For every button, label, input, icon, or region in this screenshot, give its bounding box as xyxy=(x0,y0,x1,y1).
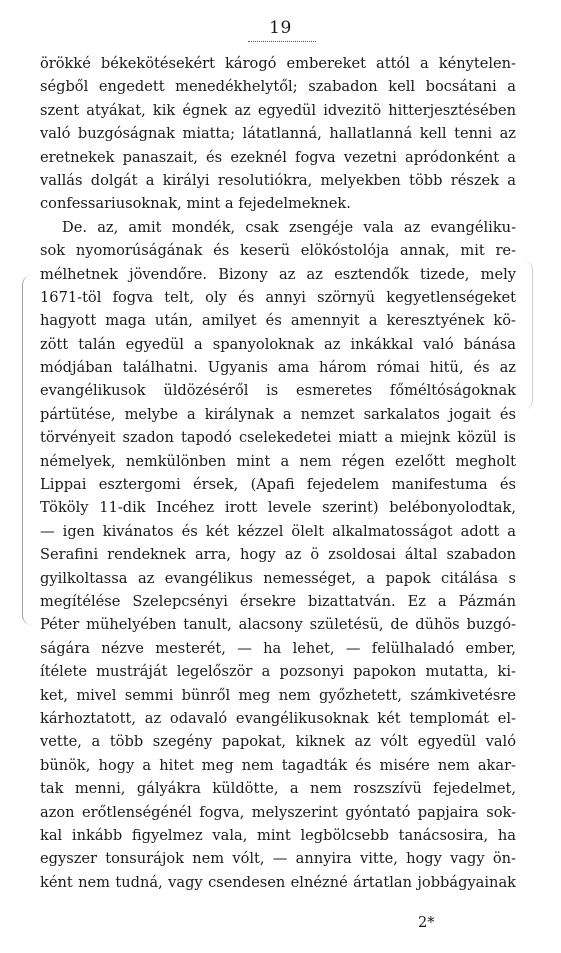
text-line: hagyott maga után, amilyet és amennyit a keresztyének kö- xyxy=(40,312,516,330)
text-line: szent atyákat, kik égnek az egyedül idvezitö hitterjesztésében xyxy=(40,101,516,119)
text-line: evangélikusok üldözéséről is esmeretes főméltóságoknak xyxy=(40,382,516,400)
text-line: vallás dolgát a királyi resolutiókra, melyekben több részek a xyxy=(40,171,516,189)
text-line: confessariusoknak, mint a fejedelmeknek. xyxy=(40,195,351,213)
text-line: azon erőtlenségénél fogva, melyszerint gyóntató papjaira sok- xyxy=(40,803,516,821)
text-line: — igen kivánatos és két kézzel ölelt alkalmatosságot adott a xyxy=(40,522,516,540)
text-line: módjában találhatni. Ugyanis ama három római hitü, és az xyxy=(40,359,516,377)
text-line: való buzgóságnak miatta; látatlanná, hallatlanná kell tenni az xyxy=(40,125,516,143)
text-line: De. az, amit mondék, csak zsengéje vala az evangéliku- xyxy=(62,218,516,236)
text-line: 1671-töl fogva telt, oly és annyi szörnyü kegyetlenségeket xyxy=(40,288,516,306)
text-line: sok nyomorúságának és keserü elökóstolója annak, mit re- xyxy=(40,242,516,260)
text-line: ként nem tudná, vagy csendesen elnézné ártatlan jobbágyainak xyxy=(40,873,516,891)
text-line: vette, a több szegény papokat, kiknek az vólt egyedül való xyxy=(40,733,516,751)
text-line: egyszer tonsurájok nem vólt, — annyira vitte, hogy vagy ön- xyxy=(40,850,516,868)
text-line: kárhoztatott, az odavaló evangélikusoknak két templomát el- xyxy=(40,709,516,727)
text-line: némelyek, nemkülönben mint a nem régen ezelőtt megholt xyxy=(40,452,516,470)
page-number-rule xyxy=(248,41,316,42)
text-line: bünök, hogy a hitet meg nem tagadták és misére nem akar- xyxy=(40,756,516,774)
text-line: ítélete mustráját legelőször a pozsonyi papokon mutatta, ki- xyxy=(40,663,516,681)
text-line: mélhetnek jövendőre. Bizony az az esztendők tizede, mely xyxy=(40,265,516,283)
text-line: gyilkoltassa az evangélikus nemességet, a papok citálása s xyxy=(40,569,516,587)
page-number: 19 xyxy=(269,18,292,38)
body-text xyxy=(40,52,516,894)
text-line: tak menni, gályákra küldötte, a nem roszszívü fejedelmet, xyxy=(40,780,516,798)
text-line: pártütése, melybe a királynak a nemzet sarkalatos jogait és xyxy=(40,405,516,423)
text-line: ságára nézve mesterét, — ha lehet, — felülhaladó ember, xyxy=(40,639,516,657)
text-line: ségből engedett menedékhelytől; szabadon kell bocsátani a xyxy=(40,78,516,96)
margin-pencil-mark-right xyxy=(522,260,533,410)
text-line: ket, mivel semmi bünről meg nem győzhetett, számkivetésre xyxy=(40,686,516,704)
margin-pencil-mark xyxy=(22,275,37,625)
text-line: örökké békekötésekért károgó embereket attól a kénytelen- xyxy=(40,55,516,72)
text-line: Lippai esztergomi érsek, (Apafi fejedelem manifestuma és xyxy=(40,476,516,494)
text-line: kal inkább figyelmez vala, mint legbölcsebb tanácsosira, ha xyxy=(40,826,516,844)
text-line: Péter mühelyében tanult, alacsony születésü, de dühös buzgó- xyxy=(40,616,516,634)
text-line: eretnekek panaszait, és ezeknél fogva vezetni apródonként a xyxy=(40,148,516,166)
text-line: zött talán egyedül a spanyoloknak az inkákkal való bánása xyxy=(40,335,516,353)
text-line: Tököly 11-dik Incéhez irott levele szerint) belébonyolodtak, xyxy=(40,499,516,517)
text-line: megítélése Szelepcsényi érsekre bizattatván. Ez a Pázmán xyxy=(40,592,516,610)
text-line: Serafini rendeknek arra, hogy az ö zsoldosai által szabadon xyxy=(40,546,516,564)
text-line: törvényeit szadon tapodó cselekedetei miatt a miejnk közül is xyxy=(40,429,516,447)
signature-mark: 2* xyxy=(418,914,435,931)
